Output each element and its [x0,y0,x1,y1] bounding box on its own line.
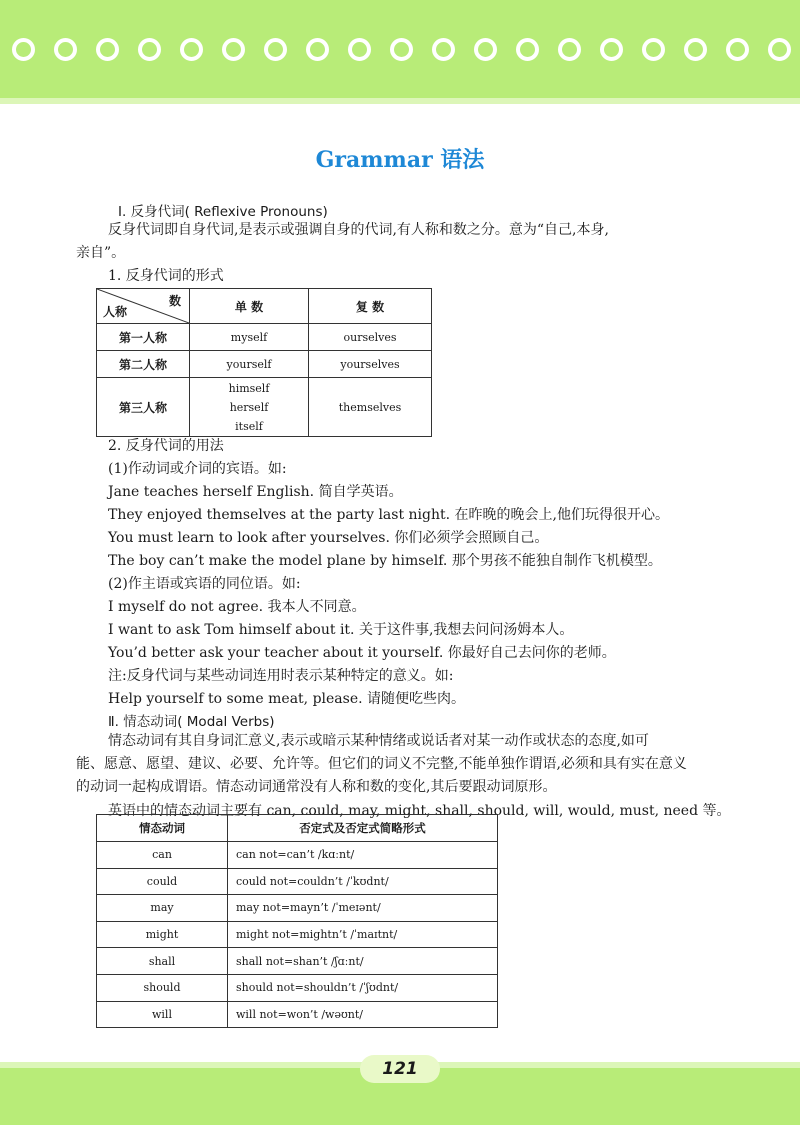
ring-icon [138,38,161,61]
paragraph-line: 的动词一起构成谓语。情态动词通常没有人称和数的变化,其后要跟动词原形。 [76,779,557,795]
corner-label-number: 数 [168,294,181,308]
example-sentence: You must learn to look after yourselves. 你们必须学会照顾自己。 [108,530,549,546]
table-row [97,921,498,948]
ring-icon [222,38,245,61]
corner-label-person: 人称 [103,305,128,319]
column-header-negative: 否定式及否定式简略形式 [228,815,498,842]
table-cell: should [97,974,228,1001]
example-sentence: They enjoyed themselves at the party last night. 在昨晚的晚会上,他们玩得很开心。 [108,507,669,523]
note: 注:反身代词与某些动词连用时表示某种特定的意义。如: [108,668,454,684]
table-row [97,351,432,378]
section2-heading: Ⅱ. 情态动词( Modal Verbs) [108,714,275,730]
ring-icon [726,38,749,61]
table-cell: could not=couldn’t /ˈkʊdnt/ [228,868,498,895]
table-row [97,324,432,351]
row-header: 第二人称 [97,351,190,378]
table-row [97,868,498,895]
table-cell: yourself [190,351,309,378]
ring-icon [306,38,329,61]
table-row [97,1001,498,1028]
cell-line: itself [235,419,263,433]
ring-icon [264,38,287,61]
example-sentence: Jane teaches herself English. 简自学英语。 [108,484,403,500]
ring-icon [180,38,203,61]
example-sentence: Help yourself to some meat, please. 请随便吃些肉。 [108,691,466,707]
table-cell: could [97,868,228,895]
ring-icon [600,38,623,61]
cell-line: herself [229,400,269,414]
table-cell: should not=shouldn’t /ˈʃʊdnt/ [228,974,498,1001]
section2-paragraph [76,730,724,799]
table-cell [190,378,309,437]
table-cell: ourselves [309,324,432,351]
table-cell: might not=mightn’t /ˈmaɪtnt/ [228,921,498,948]
ring-icon [12,38,35,61]
modal-verbs-table [96,814,498,1028]
paragraph-line: 反身代词即自身代词,是表示或强调自身的代词,有人称和数之分。意为“自己,本身, [108,222,609,238]
page-number: 121 [360,1055,440,1083]
table-row [97,895,498,922]
table-row [97,948,498,975]
page-title: Grammar 语法 [315,147,485,173]
ring-icon [432,38,455,61]
modal-verbs-list: 英语中的情态动词主要有 can, could, may, might, shall, should, will, would, must, need 等。 [108,803,731,819]
table-cell: may [97,895,228,922]
subheading-forms: 1. 反身代词的形式 [108,268,224,284]
paragraph-line: 能、愿意、愿望、建议、必要、允许等。但它们的词义不完整,不能单独作谓语,必须和具有实在意义 [76,756,687,772]
row-header: 第三人称 [97,378,190,437]
section1-paragraph [76,219,724,265]
subheading-usage: 2. 反身代词的用法 [108,438,224,454]
ring-icon [54,38,77,61]
row-header: 第一人称 [97,324,190,351]
table-cell: shall not=shan’t /ʃɑːnt/ [228,948,498,975]
table-cell: might [97,921,228,948]
paragraph-line: 情态动词有其自身词汇意义,表示或暗示某种情绪或说话者对某一动作或状态的态度,如可 [108,733,649,749]
reflexive-pronoun-table [96,288,432,437]
example-sentence: The boy can’t make the model plane by himself. 那个男孩不能独自制作飞机模型。 [108,553,662,569]
ring-icon [768,38,791,61]
ring-icon [642,38,665,61]
table-cell: shall [97,948,228,975]
usage-item: (2)作主语或宾语的同位语。如: [108,576,301,592]
ring-icon [474,38,497,61]
cell-line: himself [228,381,270,395]
table-row [97,378,432,437]
usage-item: (1)作动词或介词的宾语。如: [108,461,287,477]
ring-icon [390,38,413,61]
table-cell: can not=can’t /kɑːnt/ [228,842,498,869]
example-sentence: I myself do not agree. 我本人不同意。 [108,599,366,615]
table-cell: yourselves [309,351,432,378]
column-header-plural: 复 数 [309,289,432,324]
table-cell: may not=mayn’t /ˈmeɪənt/ [228,895,498,922]
ring-icon [684,38,707,61]
header-band-line [0,98,800,104]
ring-icon [516,38,539,61]
table-cell: can [97,842,228,869]
table-cell: will [97,1001,228,1028]
header-ring-decoration [12,38,800,72]
paragraph-line: 亲自”。 [76,245,126,261]
table-cell: themselves [309,378,432,437]
example-sentence: You’d better ask your teacher about it yourself. 你最好自己去问你的老师。 [108,645,616,661]
ring-icon [348,38,371,61]
table-row [97,842,498,869]
example-sentence: I want to ask Tom himself about it. 关于这件事,我想去问问汤姆本人。 [108,622,574,638]
ring-icon [558,38,581,61]
column-header-singular: 单 数 [190,289,309,324]
table-corner-cell [97,289,190,324]
column-header-verb: 情态动词 [97,815,228,842]
ring-icon [96,38,119,61]
table-row [97,974,498,1001]
table-cell: will not=won’t /wəʊnt/ [228,1001,498,1028]
section1-heading: Ⅰ. 反身代词( Reflexive Pronouns) [118,204,328,220]
table-cell: myself [190,324,309,351]
